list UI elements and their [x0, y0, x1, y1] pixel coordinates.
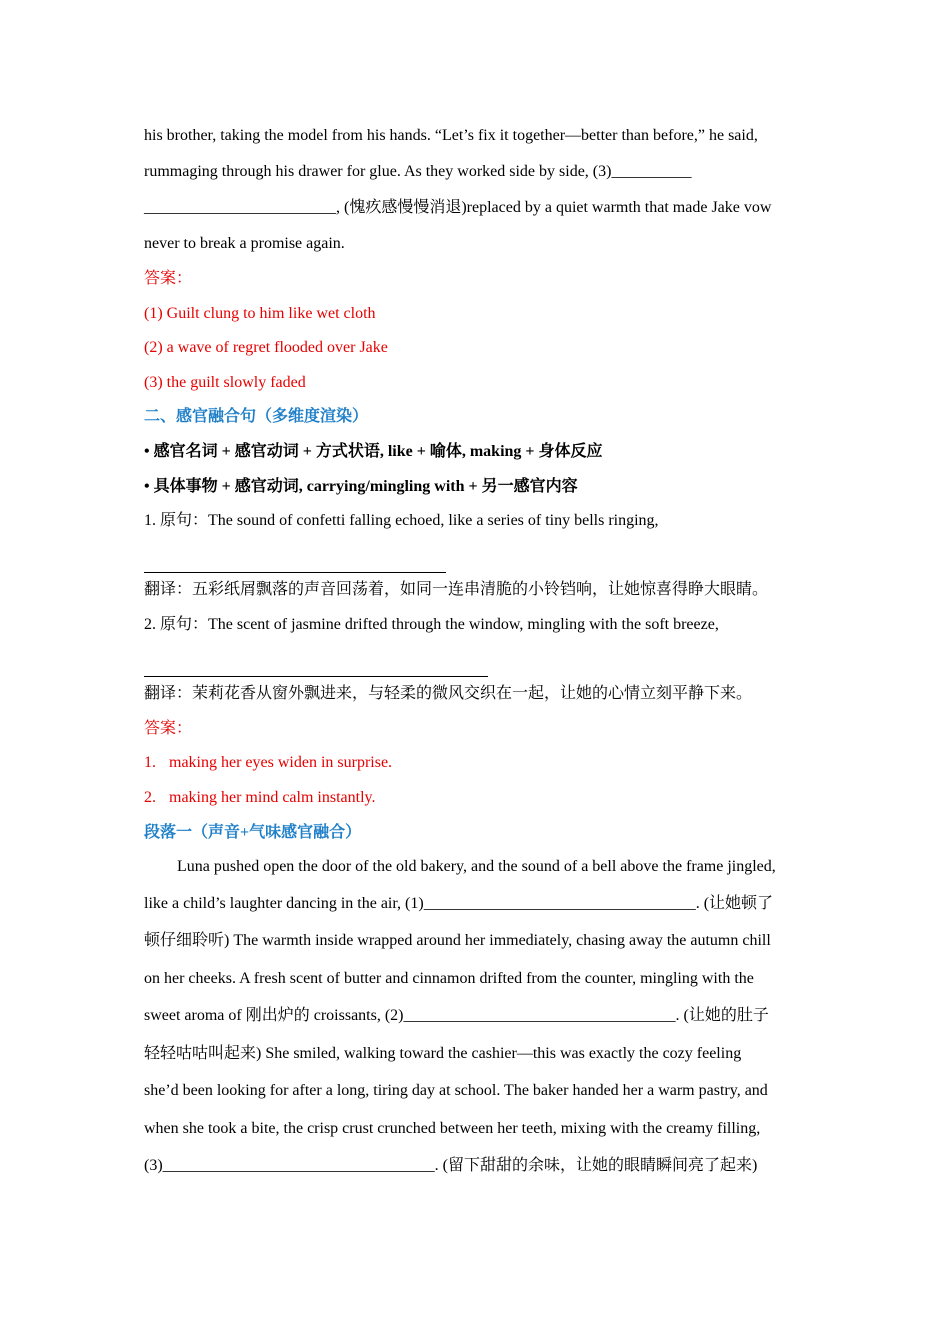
answer-label: 答案： [144, 719, 193, 737]
answer-number: 2. [144, 788, 156, 806]
paragraph-line: on her cheeks. A fresh scent of butter and cinnamon drifted from the counter, mingling with the [144, 969, 754, 987]
answer-label: 答案： [144, 270, 193, 287]
answer-item: (2) a wave of regret flooded over Jake [144, 339, 388, 357]
section-title: 二、感官融合句（多维度渲染） [144, 408, 369, 426]
story-line: rummaging through his drawer for glue. As they worked side by side, (3)__________ [144, 163, 692, 180]
story-line: never to break a promise again. [144, 235, 345, 252]
answer-item [144, 746, 808, 781]
blank-underline [144, 654, 488, 677]
paragraph-line: (3)__________________________________. (留下甜甜的余味，让她的眼睛瞬间亮了起来) [144, 1157, 758, 1175]
paragraph-line: Luna pushed open the door of the old bakery, and the sound of a bell above the frame jingled, [177, 858, 776, 876]
story-line: ________________________, (愧疚感慢慢消退)replaced by a quiet warmth that made Jake vow [144, 199, 772, 216]
story-line: his brother, taking the model from his hands. “Let’s fix it together—better than before,” he said, [144, 127, 758, 144]
example-translation: 翻译：五彩纸屑飘落的声音回荡着，如同一连串清脆的小铃铛响，让她惊喜得睁大眼睛。 [144, 581, 769, 599]
answer-item: (1) Guilt clung to him like wet cloth [144, 304, 376, 322]
paragraph-line: when she took a bite, the crisp crust crunched between her teeth, mixing with the creamy filling, [144, 1119, 761, 1137]
answer-text: making her mind calm instantly. [169, 788, 376, 806]
paragraph-title: 段落一（声音+气味感官融合） [144, 823, 362, 841]
paragraph-line: sweet aroma of 刚出炉的 croissants, (2)__________________________________. (让她的肚子 [144, 1007, 769, 1025]
blank-answer-line [144, 643, 808, 678]
answer-number: 1. [144, 754, 156, 772]
answer-item: (3) the guilt slowly faded [144, 373, 306, 391]
answer-text: making her eyes widen in surprise. [169, 754, 393, 772]
example-original: 1. 原句：The sound of confetti falling echoed, like a series of tiny bells ringing, [144, 512, 659, 530]
blank-underline [144, 550, 446, 573]
blank-answer-line [144, 539, 808, 574]
paragraph-line: like a child’s laughter dancing in the air, (1)__________________________________. (让她顿了 [144, 894, 774, 912]
example-original: 2. 原句：The scent of jasmine drifted through the window, mingling with the soft breeze, [144, 615, 719, 633]
formula-line: • 感官名词 + 感官动词 + 方式状语, like + 喻体, making + 身体反应 [144, 442, 603, 460]
paragraph-line: she’d been looking for after a long, tiring day at school. The baker handed her a warm pastry, and [144, 1082, 768, 1100]
document-page [144, 118, 808, 1185]
example-translation: 翻译：茉莉花香从窗外飘进来，与轻柔的微风交织在一起，让她的心情立刻平静下来。 [144, 685, 753, 703]
paragraph-line: 顿仔细聆听) The warmth inside wrapped around her immediately, chasing away the autumn chill [144, 932, 771, 950]
answer-item [144, 781, 808, 816]
paragraph-line: 轻轻咕咕叫起来) She smiled, walking toward the cashier—this was exactly the cozy feeling [144, 1044, 742, 1062]
formula-line: • 具体事物 + 感官动词, carrying/mingling with + 另一感官内容 [144, 477, 578, 495]
